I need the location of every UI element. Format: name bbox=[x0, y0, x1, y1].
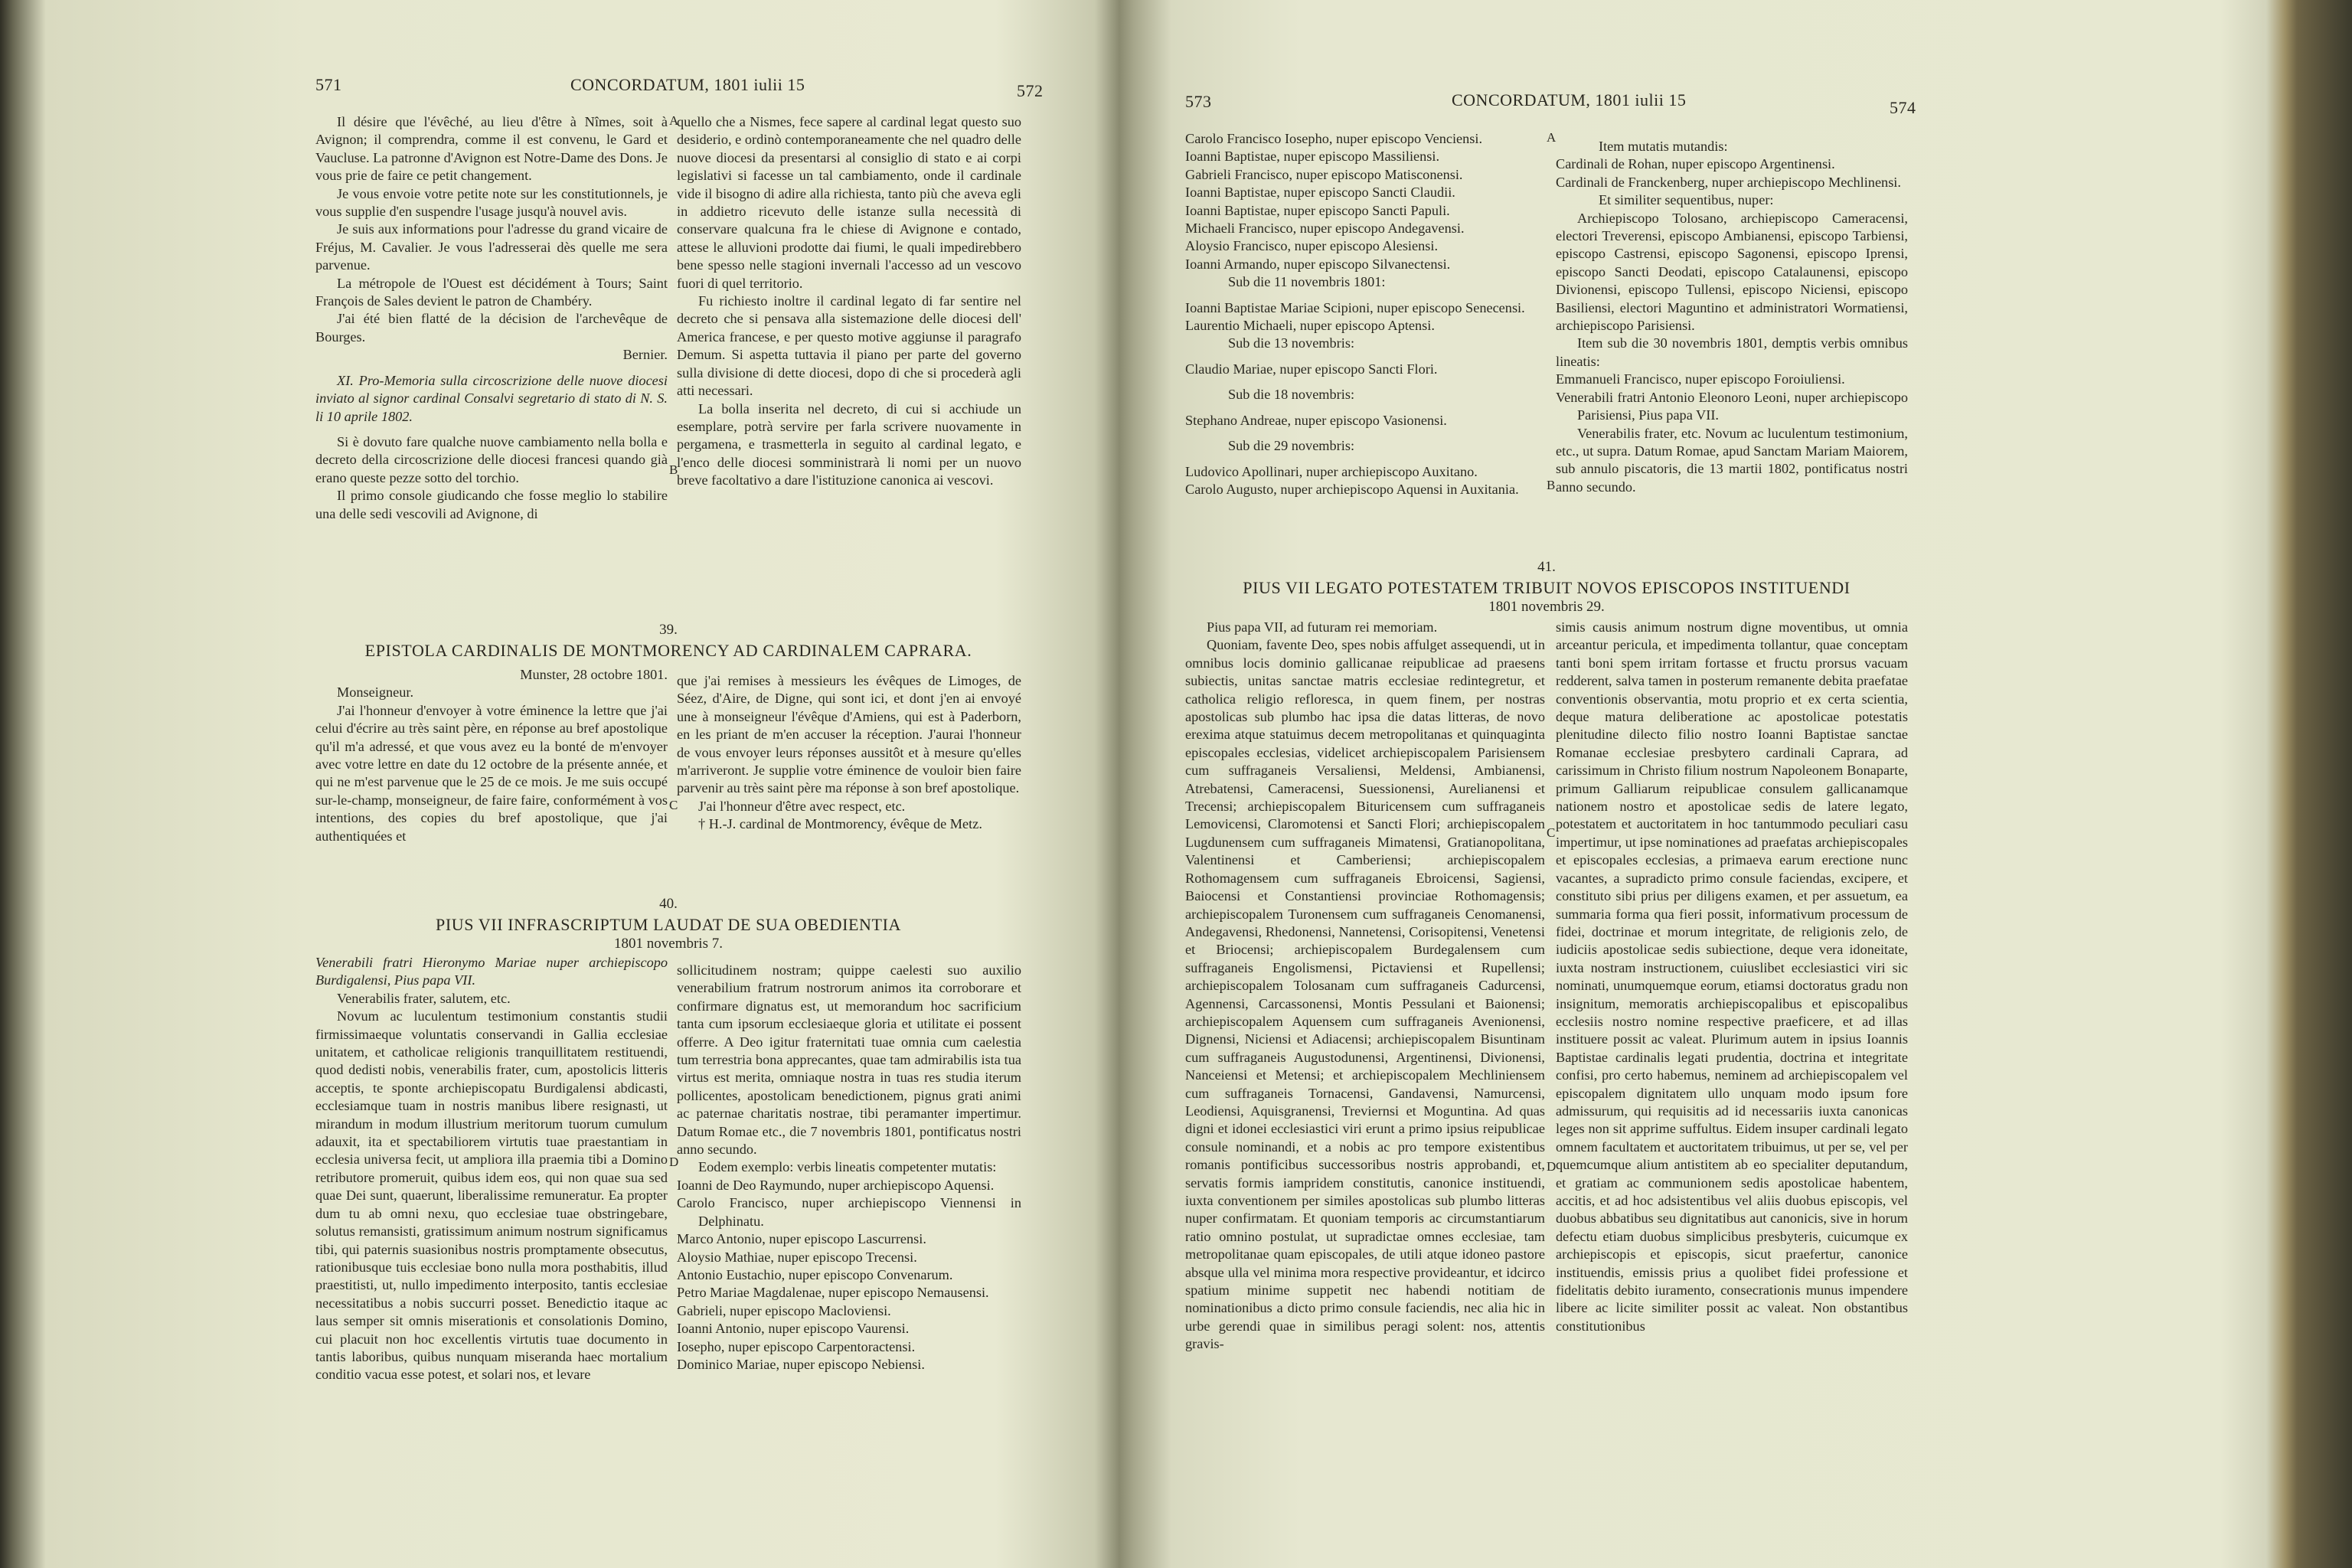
doc-number-39: 39. bbox=[659, 622, 678, 638]
right-column-h bbox=[1556, 138, 1908, 496]
doc-title-39: EPISTOLA CARDINALIS DE MONTMORENCY AD CARDINALEM CAPRARA. bbox=[364, 641, 972, 660]
list-item: Iosepho, nuper episcopo Carpentoractensi. bbox=[677, 1338, 916, 1354]
left-column-c bbox=[315, 666, 668, 845]
list-item: Gabrieli, nuper episcopo Macloviensi. bbox=[677, 1302, 891, 1318]
left-page bbox=[0, 0, 1118, 1568]
list-item: Ludovico Apollinari, nuper archiepiscopo Auxitano. bbox=[1185, 463, 1478, 479]
running-head-right: CONCORDATUM, 1801 iulii 15 bbox=[1452, 90, 1687, 109]
list-item: Ioanni Baptistae Mariae Scipioni, nuper episcopo Senecensi. bbox=[1185, 299, 1525, 315]
paragraph: J'ai l'honneur d'envoyer à votre éminence la lettre que j'ai celui d'écrire au très saint père, en réponse au bref apostolique qu'il m'a adressé, et que vous avez eu la bonté de m'envoyer avec votre lettre en date du 12 octobre de la présente année, et qui ne m'est parvenue que le 25 de ce mois. Je me suis occupé sur-le-champ, monseigneur, de faire faire, conformément à vos intentions, des copies du bref apostolique, que j'ai authentiquées et bbox=[315, 702, 668, 844]
salutation: Venerabilis frater, salutem, etc. bbox=[337, 990, 511, 1006]
paragraph: Eodem exemplo: verbis lineatis competenter mutatis: bbox=[698, 1159, 997, 1175]
right-column-g bbox=[1185, 130, 1545, 498]
list-item: Ioanni Baptistae, nuper episcopo Sancti Claudii. bbox=[1185, 185, 1455, 201]
paragraph: Quoniam, favente Deo, spes nobis affulget assequendi, ut in omnibus locis dominio gallicanae reipublicae ad praesens subiectis, unitas sanctae matris ecclesiae redintegretur, et catholica religio refloresca, in quem finem, per nostras apostolicas sub plumbo hac ipsa die datas litteras, de novo erexima atque statuimus decem metropolitanas et quinquaginta episcopales ecclesias, videlicet archiepiscopalem Parisiensem cum suffraganeis Versaliensi, Meldensi, Ambianensi, Atrebatensi, Cameracensi, Suessionensi, Aurelianensi et Trecensi; archiepiscopalem Bituricensem cum suffraganeis Lemovicensi, Claromotensi et Sancti Flori; archiepiscopalem Lugdunensem cum suffraganeis Mimatensi, Gratianopolitana, Valentinensi et Camberiensi; archiepiscopalem Rothomagensem cum suffraganeis Ebroicensi, Sagiensi, Baiocensi et Constantiensi provinciae Rothomagensis; archiepiscopalem Turonensem cum suffraganeis Cenomanensi, Andegavensi, Rhedonensi, Nannetensi, Corisopitensi, Venetensi et Briocensi; archiepiscopalem Burdegalensem cum suffraganeis Engolismensi, Pictaviensi et Rupellensi; archiepiscopalem Tolosanam cum suffraganeis Cadurcensi, Agennensi, Carcassonensi, Montis Pessulani et Baionensi; archiepiscopalem Aquensem cum suffraganeis Avenionensi, Dignensi, Niciensi et Adiacensi; archiepiscopalem Bisuntinam cum suffraganeis Augustodunensi, Argentinensi, Divionensi, Nanceiensi et Metensi; et archiepiscopalem Mechliniensem cum suffraganeis Tornacensi, Gandavensi, Namurcensi, Leodiensi, Aquisgranensi, Treviernsi et Moguntina. Ad quas digni et idonei ecclesiastici viri erunt a primo ipsius reipublicae consule nominandi, et a nobis ac pro tempore existentibus romanis pontificibus successoribus nostris approbandi, et, servatis formis iampridem constitutis, canonice instituendi, iuxta conventionem per similes apostolicas sub plumbo litteras nuper confirmatam. Et quoniam temporis ac circumstantiarum ratio omnino postulat, ut supradictae omnes ecclesiae, tam metropolitanae quam episcopales, de utili atque idoneo pastore absque ulla vel minima mora respective provideantur, et idcirco spatium minime suppetit nec habendi notitiam de nominationibus a dicto primo consule faciendis, nec alia hic in urbe gerendi quae in similibus peragi solent: nos, attentis gravis- bbox=[1185, 637, 1545, 1352]
paragraph: Archiepiscopo Tolosano, archiepiscopo Cameracensi, electori Treverensi, episcopo Ambianensi, episcopo Tarbiensi, episcopo Castrensi, episcopo Sagonensi, episcopo Iprensi, episcopo Sancti Deodati, episcopo Catalaunensi, episcopo Divionensi, episcopo Tullensi, episcopo Niciensi, episcopo Basiliensi, electori Maguntino et administratori Wormatiensi, archiepiscopo Parisiensi. bbox=[1556, 210, 1908, 334]
margin-letter-c: C bbox=[1547, 825, 1556, 840]
doc-title-40: PIUS VII INFRASCRIPTUM LAUDAT DE SUA OBEDIENTIA bbox=[436, 915, 901, 934]
list-item: Ioanni de Deo Raymundo, nuper archiepiscopo Aquensi. bbox=[677, 1177, 995, 1193]
left-column-b bbox=[677, 113, 1021, 490]
list-item: Emmanueli Francisco, nuper episcopo Foroiuliensi. bbox=[1556, 371, 1845, 387]
list-item: Dominico Mariae, nuper episcopo Nebiensi. bbox=[677, 1356, 925, 1372]
list-item: Stephano Andreae, nuper episcopo Vasionensi. bbox=[1185, 412, 1447, 428]
running-head-left: CONCORDATUM, 1801 iulii 15 bbox=[570, 75, 805, 94]
page-number-573: 573 bbox=[1185, 92, 1212, 111]
list-item: Ioanni Armando, nuper episcopo Silvanectensi. bbox=[1185, 256, 1451, 272]
list-item: Cardinali de Rohan, nuper episcopo Argentinensi. bbox=[1556, 156, 1835, 172]
paragraph: J'ai été bien flatté de la décision de l'archevêque de Bourges. bbox=[315, 311, 668, 345]
signature-bernier: Bernier. bbox=[622, 347, 668, 363]
paragraph: simis causis animum nostrum digne moventibus, ut omnia arceantur pericula, et impedimenta tollantur, quae conceptam tanti boni spem irritam fortasse et fructu prorsus vacuam redderent, salva tamen in posterum remanente debita praefatae conventionis observantia, motu proprio et ex certa scientia, deque matura deliberatione ac apostolicae potestatis plenitudine dilecto filio nostro Ioanni Baptistae sanctae Romanae ecclesiae presbytero cardinali Caprara, ad carissimum in Christo filium nostrum Napoleonem Bonaparte, primum Galliarum reipublicae consulem gallicanamque nationem nostro et apostolicae sedis de latere legato, potestatem et auctoritatem in hoc tantummodo peculiari casu impertimur, ut ipse nominationes ad praefatas archiepiscopales et episcopales ecclesias, a primaeva earum erectione nunc vacantes, a supradicto primo consule faciendas, excipere, et constituto sibi prius per diligens examen, et per assuetum, ea summaria forma qua fieri possit, informativum processum de fidei, doctrinae et morum integritate, de religionis zelo, de iudiciis apostolicae sedis subiectione, deque vera idoneitate, iuxta nostram instructionem, cuiuslibet ecclesiastici viri sic nominati, unumquemque eorum, etiamsi doctoratus gradu non insignitum, memoratis archiepiscopalibus et episcopalibus ecclesiis nostro nomine respective praeficere, et ad illas instituere possit ac valeat. Plurimum autem in ipsius Ioannis Baptistae cardinalis legati prudentia, doctrina et integritate confisi, pro certo habemus, neminem ad archiepiscopalem vel episcopalem dignitatem ullo unquam modo ipsum fore admissurum, qui requisitis ad id necessariis iuxta canonicas leges non sit apprime suffultus. Eidem insuper cardinali legato omnem facultatem et auctoritatem tribuimus, ut per se, vel per quemcumque alium antistitem ab eo specialiter deputandum, et gratiam ac communionem sedis apostolicae habentem, accitis, et ad hoc adsistentibus vel aliis duobus episcopis, vel duobus abbatibus seu dignitatibus aut canonicis, sive in horum defectu etiam duobus simplicibus presbyteris, cuicumque ex archiepiscopis et episcopis, sicut praefertur, canonice instituendis, emissis prius a quolibet fidei professione et fidelitatis debito iuramento, consecrationis munus impendere libere ac licite similiter possit ac valeat. Non obstantibus constitutionibus bbox=[1556, 619, 1908, 1334]
section-heading-xi: XI. Pro-Memoria sulla circoscrizione delle nuove diocesi inviato al signor cardinal Consalvi segretario di stato di N. S. li 10 aprile 1802. bbox=[315, 372, 668, 424]
page-number-572: 572 bbox=[1017, 81, 1044, 100]
list-item: Petro Mariae Magdalenae, nuper episcopo Nemausensi. bbox=[677, 1285, 989, 1301]
salutation: Monseigneur. bbox=[337, 684, 414, 701]
margin-letter-c: C bbox=[669, 798, 678, 812]
paragraph: La bolla inserita nel decreto, di cui si acchiude un esemplare, potrà servire per farla scrivere nuovamente in pergamena, e trasmetterla in seguito al cardinal legato, e l'enco delle diocesi somministrarà li nomi per un nuovo breve facoltativo a dare l'istituzione canonica ai vescovi. bbox=[677, 400, 1021, 488]
note: Item mutatis mutandis: bbox=[1599, 139, 1728, 154]
margin-letter-b: B bbox=[669, 462, 678, 477]
list-item: Ioanni Baptistae, nuper episcopo Massiliensi. bbox=[1185, 149, 1440, 165]
list-item: Aloysio Mathiae, nuper episcopo Trecensi. bbox=[677, 1249, 917, 1265]
paragraph: Si è dovuto fare qualche nuove cambiamento nella bolla e decreto della circoscrizione delle diocesi francesi quando già erano queste pezze sotto del torchio. bbox=[315, 433, 668, 485]
doc-date-40: 1801 novembris 7. bbox=[614, 936, 723, 952]
list-item: Gabrieli Francisco, nuper episcopo Matisconensi. bbox=[1185, 166, 1463, 182]
paragraph: Fu richiesto inoltre il cardinal legato di far sentire nel decreto che si pensava alla sistemazione delle diocesi dell' America francese, e per questo motive aggiunse il paragrafo Demum. Si aspetta tuttavia il piano per parte del governo sulla divisione di dette diocesi, dopo di che si procederà agli atti necessari. bbox=[677, 293, 1021, 399]
list-item: Carolo Augusto, nuper archiepiscopo Aquensi in Auxitania. bbox=[1185, 481, 1519, 497]
doc-date-41: 1801 novembris 29. bbox=[1488, 599, 1605, 615]
margin-letter-b: B bbox=[1547, 478, 1556, 492]
list-item: Ioanni Antonio, nuper episcopo Vaurensi. bbox=[677, 1321, 910, 1337]
date-note: Sub die 13 novembris: bbox=[1228, 335, 1355, 351]
paragraph: Je vous envoie votre petite note sur les constitutionnels, je vous supplie d'en suspendre l'usage jusqu'à nouvel avis. bbox=[315, 185, 668, 220]
list-item: Claudio Mariae, nuper episcopo Sancti Flori. bbox=[1185, 361, 1438, 377]
paragraph: sollicitudinem nostram; quippe caelesti suo auxilio venerabilium fratrum nostrorum animos ita corroborare et confirmare dignatus est, ut memorandum hoc sacrificium tanta cum ipsorum ecclesiaeque gloria et utilitate ei possent offerre. A Deo igitur fraternitati tuae omnia cum caelestia tum terrestria bona apprecantes, quae tam admirabilis ista tua virtus est merita, omniaque nostra in tuas res studia iterum pollicentes, apostolicam benedictionem, pignus grati animi ac paternae charitatis nostrae, tibi peramanter impertimur. Datum Romae etc., die 7 novembris 1801, pontificatus nostri anno secundo. bbox=[677, 962, 1021, 1158]
right-column-i bbox=[1185, 619, 1545, 1354]
list-item: Michaeli Francisco, nuper episcopo Andegavensi. bbox=[1185, 220, 1465, 237]
right-column-j bbox=[1556, 619, 1908, 1335]
date-note: Sub die 18 novembris: bbox=[1228, 387, 1355, 403]
page-number-574: 574 bbox=[1890, 98, 1916, 117]
list-item: Carolo Francisco, nuper archiepiscopo Viennensi in Delphinatu. bbox=[677, 1195, 1021, 1229]
list-item: Antonio Eustachio, nuper episcopo Convenarum. bbox=[677, 1266, 953, 1282]
addressee: Venerabili fratri Hieronymo Mariae nuper archiepiscopo Burdigalensi, Pius papa VII. bbox=[315, 955, 668, 988]
signature-montmorency: † H.-J. cardinal de Montmorency, évêque de Metz. bbox=[698, 816, 982, 832]
paragraph: Item sub die 30 novembris 1801, demptis verbis omnibus lineatis: bbox=[1556, 335, 1908, 369]
list-item: Venerabili fratri Antonio Eleonoro Leoni, nuper archiepiscopo Parisiensi, Pius papa VII. bbox=[1556, 389, 1908, 423]
doc-number-41: 41. bbox=[1537, 559, 1556, 575]
paragraph: que j'ai remises à messieurs les évêques de Limoges, de Séez, d'Aire, de Digne, qui sont ici, et dont j'en ai envoyé une à monseigneur l'évêque d'Amiens, qui est à Paderborn, en les priant de m'en accuser la réception. J'aurai l'honneur de vous envoyer leurs réponses aussitôt et à mesure qu'elles m'arriveront. Je supplie votre éminence de vouloir bien faire parvenir au très saint père ma réponse à son bref apostolique. bbox=[677, 673, 1021, 796]
paragraph: Il primo console giudicando che fosse meglio lo stabilire una delle sedi vescovili ad Avignone, di bbox=[315, 488, 668, 521]
paragraph: Il désire que l'évêché, au lieu d'être à Nîmes, soit à Avignon; il comprendra, comme il est convenu, le Gard et Vaucluse. La patronne d'Avignon est Notre-Dame des Dons. Je vous prie de faire ce petit changement. bbox=[315, 114, 668, 184]
paragraph: La métropole de l'Ouest est décidément à Tours; Saint François de Sales devient le patron de Chambéry. bbox=[315, 275, 668, 309]
page-number-571: 571 bbox=[315, 75, 342, 94]
doc-title-41: PIUS VII LEGATO POTESTATEM TRIBUIT NOVOS EPISCOPOS INSTITUENDI bbox=[1243, 578, 1851, 597]
paragraph: Venerabilis frater, etc. Novum ac luculentum testimonium, etc., ut supra. Datum Romae, apud Sanctam Mariam Maiorem, sub annulo piscatoris, die 13 martii 1802, pontificatus nostri anno secundo. bbox=[1556, 425, 1908, 495]
dateline: Munster, 28 octobre 1801. bbox=[520, 667, 668, 682]
list-item: Laurentio Michaeli, nuper episcopo Aptensi. bbox=[1185, 318, 1435, 334]
left-column-d bbox=[677, 672, 1021, 834]
paragraph: Je suis aux informations pour l'adresse du grand vicaire de Fréjus, M. Cavalier. Je vous l'adresserai dès quelle me sera parvenue. bbox=[315, 221, 668, 273]
date-note: Sub die 11 novembris 1801: bbox=[1228, 274, 1386, 290]
doc-number-40: 40. bbox=[659, 896, 678, 912]
paragraph: Pius papa VII, ad futuram rei memoriam. bbox=[1207, 619, 1438, 635]
right-page bbox=[1148, 0, 2297, 1568]
date-note: Sub die 29 novembris: bbox=[1228, 438, 1355, 454]
margin-letter-d: D bbox=[669, 1155, 679, 1169]
list-item: Aloysio Francisco, nuper episcopo Alesiensi. bbox=[1185, 238, 1439, 254]
margin-letter-a: A bbox=[669, 113, 679, 128]
left-column-a bbox=[315, 113, 668, 523]
list-item: Marco Antonio, nuper episcopo Lascurrensi. bbox=[677, 1231, 926, 1247]
note: Et similiter sequentibus, nuper: bbox=[1599, 192, 1774, 208]
list-item: Ioanni Baptistae, nuper episcopo Sancti Papuli. bbox=[1185, 202, 1450, 218]
list-item: Carolo Francisco Iosepho, nuper episcopo Venciensi. bbox=[1185, 131, 1483, 146]
paragraph: Novum ac luculentum testimonium constantis studii firmissimaeque voluntatis conservandi in Gallia ecclesiae unitatem, et catholicae religionis tranquillitatem restituendi, quod dedisti nobis, venerabilis frater, cum, apostolicis litteris acceptis, te sponte archiepiscopatu Burdigalensi abdicasti, ecclesiamque tuam in nostris manibus libere resignasti, ut mirandum in modum illustrium meritorum tuorum cumulum adauxit, ita et spectabiliorem virtutis tuae praestantiam in ecclesia universa fecit, ut ampliora illa praemia tibi a Domino retributore promeruit, quibus idem eos, qui non quae sua sed quae Dei sunt, quaerunt, liberalissime remuneratur. Ea propter dum tu ab omni nexu, quo ecclesiae tuae obstringebare, solutus remansisti, gratissimum animum nostrum significamus tibi, qui paternis suasionibus nostris promptamente obsecutus, rationibusque tuis ecclesiae bono nulla mora posthabitis, illud praestitisti, ut, nullo impedimento interposito, tantis ecclesiae necessitatibus a nobis succurri posset. Benedictio itaque ac laus semper sit omnis miserationis et consolationis Domino, cui placuit non hoc excellentis virtutis tuae documento in tantis laboribus, quibus nunquam miseranda haec mortalium conditio vacua esse potest, et solari nos, et levare bbox=[315, 1008, 668, 1383]
paragraph: quello che a Nismes, fece sapere al cardinal legat questo suo desiderio, e ordinò contemporaneamente che nel quadro delle nuove diocesi da presentarsi al consiglio di stato e ai corpi legislativi si facesse un tal cambiamento, onde il cardinale vide il bisogno di adire alla richiesta, tanto più che aveva egli in addietro ricevuto delle istanze sulla necessità di conservare qualcuna fra le chiese di Avignone e contado, attese le alluvioni prodotte dai fiumi, le quali impedirebbero bene spesso nelle stagioni invernali l'accesso ad un vescovo fuori di quel territorio. bbox=[677, 114, 1021, 291]
closing: J'ai l'honneur d'être avec respect, etc. bbox=[698, 798, 906, 814]
margin-letter-d: D bbox=[1547, 1159, 1557, 1174]
left-column-f bbox=[677, 962, 1021, 1374]
list-item: Cardinali de Franckenberg, nuper archiepiscopo Mechlinensi. bbox=[1556, 174, 1901, 190]
margin-letter-a: A bbox=[1547, 130, 1557, 145]
left-column-e bbox=[315, 954, 668, 1384]
